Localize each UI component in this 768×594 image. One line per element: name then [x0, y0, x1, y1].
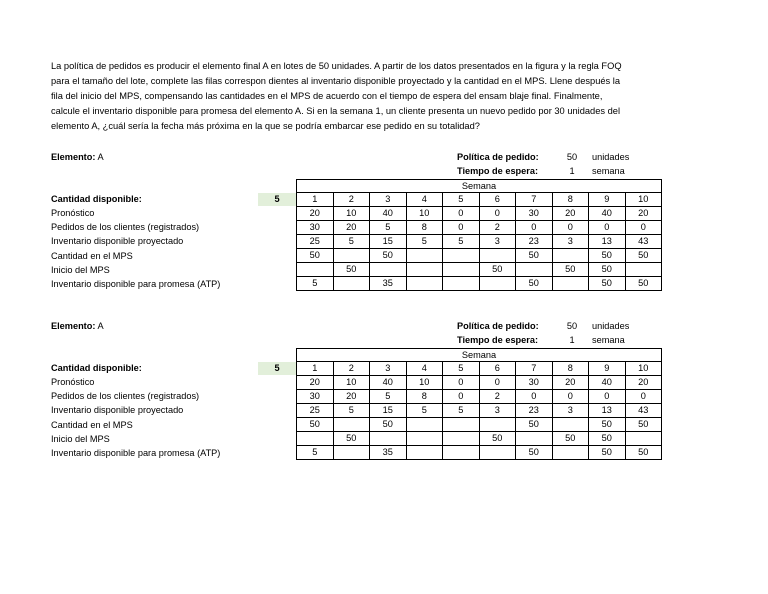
order-policy-label: Política de pedido: [457, 321, 539, 331]
table-cell: 23 [516, 404, 553, 418]
table-cell: 0 [443, 207, 480, 221]
table-cell: 20 [625, 376, 662, 390]
table-cell: 0 [552, 390, 589, 404]
table-cell: 5 [370, 221, 407, 235]
table-row [297, 277, 662, 291]
table-cell [333, 277, 370, 291]
table-row [297, 390, 662, 404]
table-cell: 50 [625, 277, 662, 291]
table-cell: 20 [552, 207, 589, 221]
available-quantity-value: 5 [258, 193, 296, 206]
lead-time-value: 1 [569, 335, 575, 345]
order-policy-unit: unidades [592, 152, 630, 162]
table-cell: 3 [552, 404, 589, 418]
table-cell: 50 [516, 249, 553, 263]
table-cell: 8 [406, 390, 443, 404]
row-label: Inventario disponible proyectado [51, 236, 184, 247]
week-number: 7 [516, 362, 553, 376]
row-label: Cantidad en el MPS [51, 250, 133, 261]
row-label: Inventario disponible para promesa (ATP) [51, 279, 221, 289]
mps-block [0, 317, 768, 477]
week-number: 9 [589, 193, 626, 207]
table-row [297, 207, 662, 221]
table-row [297, 418, 662, 432]
table-cell: 35 [370, 446, 407, 460]
table-cell: 50 [479, 432, 516, 446]
table-cell: 15 [370, 235, 407, 249]
week-number: 10 [625, 362, 662, 376]
week-number: 1 [297, 362, 334, 376]
table-cell: 50 [589, 249, 626, 263]
table-cell [406, 263, 443, 277]
table-cell: 50 [589, 418, 626, 432]
available-quantity-value: 5 [258, 362, 296, 375]
table-cell: 50 [370, 249, 407, 263]
table-cell [552, 446, 589, 460]
table-cell [516, 263, 553, 277]
table-cell: 20 [333, 221, 370, 235]
table-cell: 0 [443, 390, 480, 404]
table-cell: 0 [516, 221, 553, 235]
table-cell [479, 446, 516, 460]
table-row [297, 221, 662, 235]
table-cell [443, 277, 480, 291]
table-cell [443, 263, 480, 277]
table-cell: 15 [370, 404, 407, 418]
lead-time-value: 1 [569, 166, 575, 176]
element-key: Elemento: [51, 152, 96, 162]
week-number: 4 [406, 193, 443, 207]
table-row [297, 263, 662, 277]
lead-time-label: Tiempo de espera: [457, 335, 539, 345]
table-cell [406, 418, 443, 432]
table-cell: 3 [552, 235, 589, 249]
table-cell [443, 249, 480, 263]
row-label: Pedidos de los clientes (registrados) [51, 391, 200, 402]
table-cell: 30 [516, 207, 553, 221]
table-cell: 3 [479, 235, 516, 249]
table-cell [625, 263, 662, 277]
table-cell: 0 [516, 390, 553, 404]
table-cell [406, 277, 443, 291]
week-header: Semana [297, 349, 662, 362]
row-label: Inventario disponible para promesa (ATP) [51, 448, 221, 458]
table-cell: 0 [625, 221, 662, 235]
table-cell: 35 [370, 277, 407, 291]
table-cell: 50 [589, 263, 626, 277]
table-cell: 2 [479, 390, 516, 404]
mps-grid [296, 348, 662, 460]
row-label: Inventario disponible proyectado [51, 405, 184, 416]
row-label: Pedidos de los clientes (registrados) [51, 222, 200, 233]
week-number: 5 [443, 193, 480, 207]
table-cell: 10 [333, 207, 370, 221]
week-number: 3 [370, 193, 407, 207]
table-cell: 20 [552, 376, 589, 390]
table-cell: 20 [297, 376, 334, 390]
table-cell: 50 [552, 432, 589, 446]
table-cell: 30 [297, 390, 334, 404]
table-cell: 50 [589, 432, 626, 446]
table-cell: 20 [625, 207, 662, 221]
week-number: 7 [516, 193, 553, 207]
lead-time-unit: semana [592, 335, 625, 345]
week-number: 2 [333, 362, 370, 376]
table-cell [370, 263, 407, 277]
table-cell: 5 [297, 446, 334, 460]
table-cell: 40 [370, 376, 407, 390]
element-label [51, 321, 104, 331]
table-cell [333, 249, 370, 263]
table-cell: 13 [589, 404, 626, 418]
table-row [297, 446, 662, 460]
table-row [297, 235, 662, 249]
table-cell: 10 [406, 207, 443, 221]
table-cell: 50 [516, 277, 553, 291]
table-cell: 30 [297, 221, 334, 235]
table-cell [552, 418, 589, 432]
element-key: Elemento: [51, 321, 96, 331]
table-row [297, 249, 662, 263]
row-label: Cantidad en el MPS [51, 419, 133, 430]
table-cell: 50 [516, 446, 553, 460]
element-value: A [97, 152, 104, 162]
table-cell: 50 [370, 418, 407, 432]
table-cell: 50 [516, 418, 553, 432]
lead-time-unit: semana [592, 166, 625, 176]
row-label: Inicio del MPS [51, 433, 110, 444]
table-cell [406, 432, 443, 446]
table-cell: 5 [370, 390, 407, 404]
table-cell: 5 [297, 277, 334, 291]
week-number: 9 [589, 362, 626, 376]
table-cell: 5 [406, 235, 443, 249]
row-label: Pronóstico [51, 208, 95, 218]
table-cell: 5 [333, 235, 370, 249]
table-cell [625, 432, 662, 446]
week-number: 6 [479, 193, 516, 207]
available-quantity-label: Cantidad disponible: [51, 194, 142, 204]
order-policy-value: 50 [566, 152, 578, 162]
table-cell [479, 418, 516, 432]
table-cell [516, 432, 553, 446]
table-cell: 40 [589, 376, 626, 390]
table-cell [443, 432, 480, 446]
element-value: A [97, 321, 104, 331]
lead-time-label: Tiempo de espera: [457, 166, 539, 176]
table-cell [406, 446, 443, 460]
table-cell: 0 [552, 221, 589, 235]
mps-grid [296, 179, 662, 291]
table-cell [370, 432, 407, 446]
table-cell: 30 [516, 376, 553, 390]
table-cell: 50 [625, 418, 662, 432]
table-cell: 50 [552, 263, 589, 277]
week-number: 8 [552, 193, 589, 207]
table-cell: 43 [625, 235, 662, 249]
table-row [297, 404, 662, 418]
table-cell: 3 [479, 404, 516, 418]
table-cell: 5 [443, 404, 480, 418]
table-cell: 43 [625, 404, 662, 418]
table-cell: 0 [589, 221, 626, 235]
table-cell [333, 418, 370, 432]
week-number: 4 [406, 362, 443, 376]
table-cell: 50 [589, 277, 626, 291]
table-cell [552, 277, 589, 291]
table-cell: 5 [443, 235, 480, 249]
table-cell: 0 [589, 390, 626, 404]
table-row [297, 432, 662, 446]
table-cell: 40 [589, 207, 626, 221]
table-cell: 23 [516, 235, 553, 249]
table-cell [552, 249, 589, 263]
table-cell: 2 [479, 221, 516, 235]
table-cell: 10 [406, 376, 443, 390]
table-cell: 50 [479, 263, 516, 277]
table-cell: 5 [333, 404, 370, 418]
week-row [297, 362, 662, 376]
table-cell: 0 [443, 376, 480, 390]
table-cell: 13 [589, 235, 626, 249]
table-cell: 50 [297, 249, 334, 263]
table-cell: 10 [333, 376, 370, 390]
week-number: 3 [370, 362, 407, 376]
table-cell: 20 [297, 207, 334, 221]
table-cell [443, 446, 480, 460]
table-cell: 50 [333, 263, 370, 277]
table-cell: 8 [406, 221, 443, 235]
table-cell: 50 [589, 446, 626, 460]
row-label: Inicio del MPS [51, 264, 110, 275]
table-cell: 50 [333, 432, 370, 446]
table-cell: 25 [297, 404, 334, 418]
week-number: 1 [297, 193, 334, 207]
week-number: 2 [333, 193, 370, 207]
table-cell: 5 [406, 404, 443, 418]
table-cell: 50 [297, 418, 334, 432]
table-cell [406, 249, 443, 263]
mps-block [0, 148, 768, 308]
order-policy-unit: unidades [592, 321, 630, 331]
available-quantity-label: Cantidad disponible: [51, 363, 142, 373]
table-cell: 50 [625, 446, 662, 460]
table-cell [479, 277, 516, 291]
problem-statement: La política de pedidos es producir el elemento final A en lotes de 50 unidades. A partir de los datos presentados en la figura y la regla FOQ para el tamaño del lote, complete las filas correspon dientes al inventario disponible proyectado y la cantidad en el MPS. Llene después la fila del inicio del MPS, compensando las cantidades en el MPS de acuerdo con el tiempo de espera del ensam blaje final. Finalmente, calcule el inventario disponible para promesa del elemento A. Si en la semana 1, un cliente presenta un nuevo pedido por 30 unidades del elemento A, ¿cuál sería la fecha más próxima en la que se podría embarcar ese pedido en su totalidad? [51, 61, 622, 131]
order-policy-value: 50 [566, 321, 578, 331]
table-cell [333, 446, 370, 460]
table-cell: 0 [479, 376, 516, 390]
table-cell [443, 418, 480, 432]
table-cell: 0 [443, 221, 480, 235]
table-cell: 20 [333, 390, 370, 404]
table-cell [297, 432, 334, 446]
table-cell: 50 [625, 249, 662, 263]
table-cell: 0 [625, 390, 662, 404]
row-label: Pronóstico [51, 377, 95, 387]
order-policy-label: Política de pedido: [457, 152, 539, 162]
week-number: 5 [443, 362, 480, 376]
table-row [297, 376, 662, 390]
table-cell: 40 [370, 207, 407, 221]
week-number: 10 [625, 193, 662, 207]
week-header: Semana [297, 180, 662, 193]
week-number: 6 [479, 362, 516, 376]
table-cell [479, 249, 516, 263]
element-label [51, 152, 104, 162]
table-cell [297, 263, 334, 277]
table-cell: 0 [479, 207, 516, 221]
week-row [297, 193, 662, 207]
week-number: 8 [552, 362, 589, 376]
table-cell: 25 [297, 235, 334, 249]
